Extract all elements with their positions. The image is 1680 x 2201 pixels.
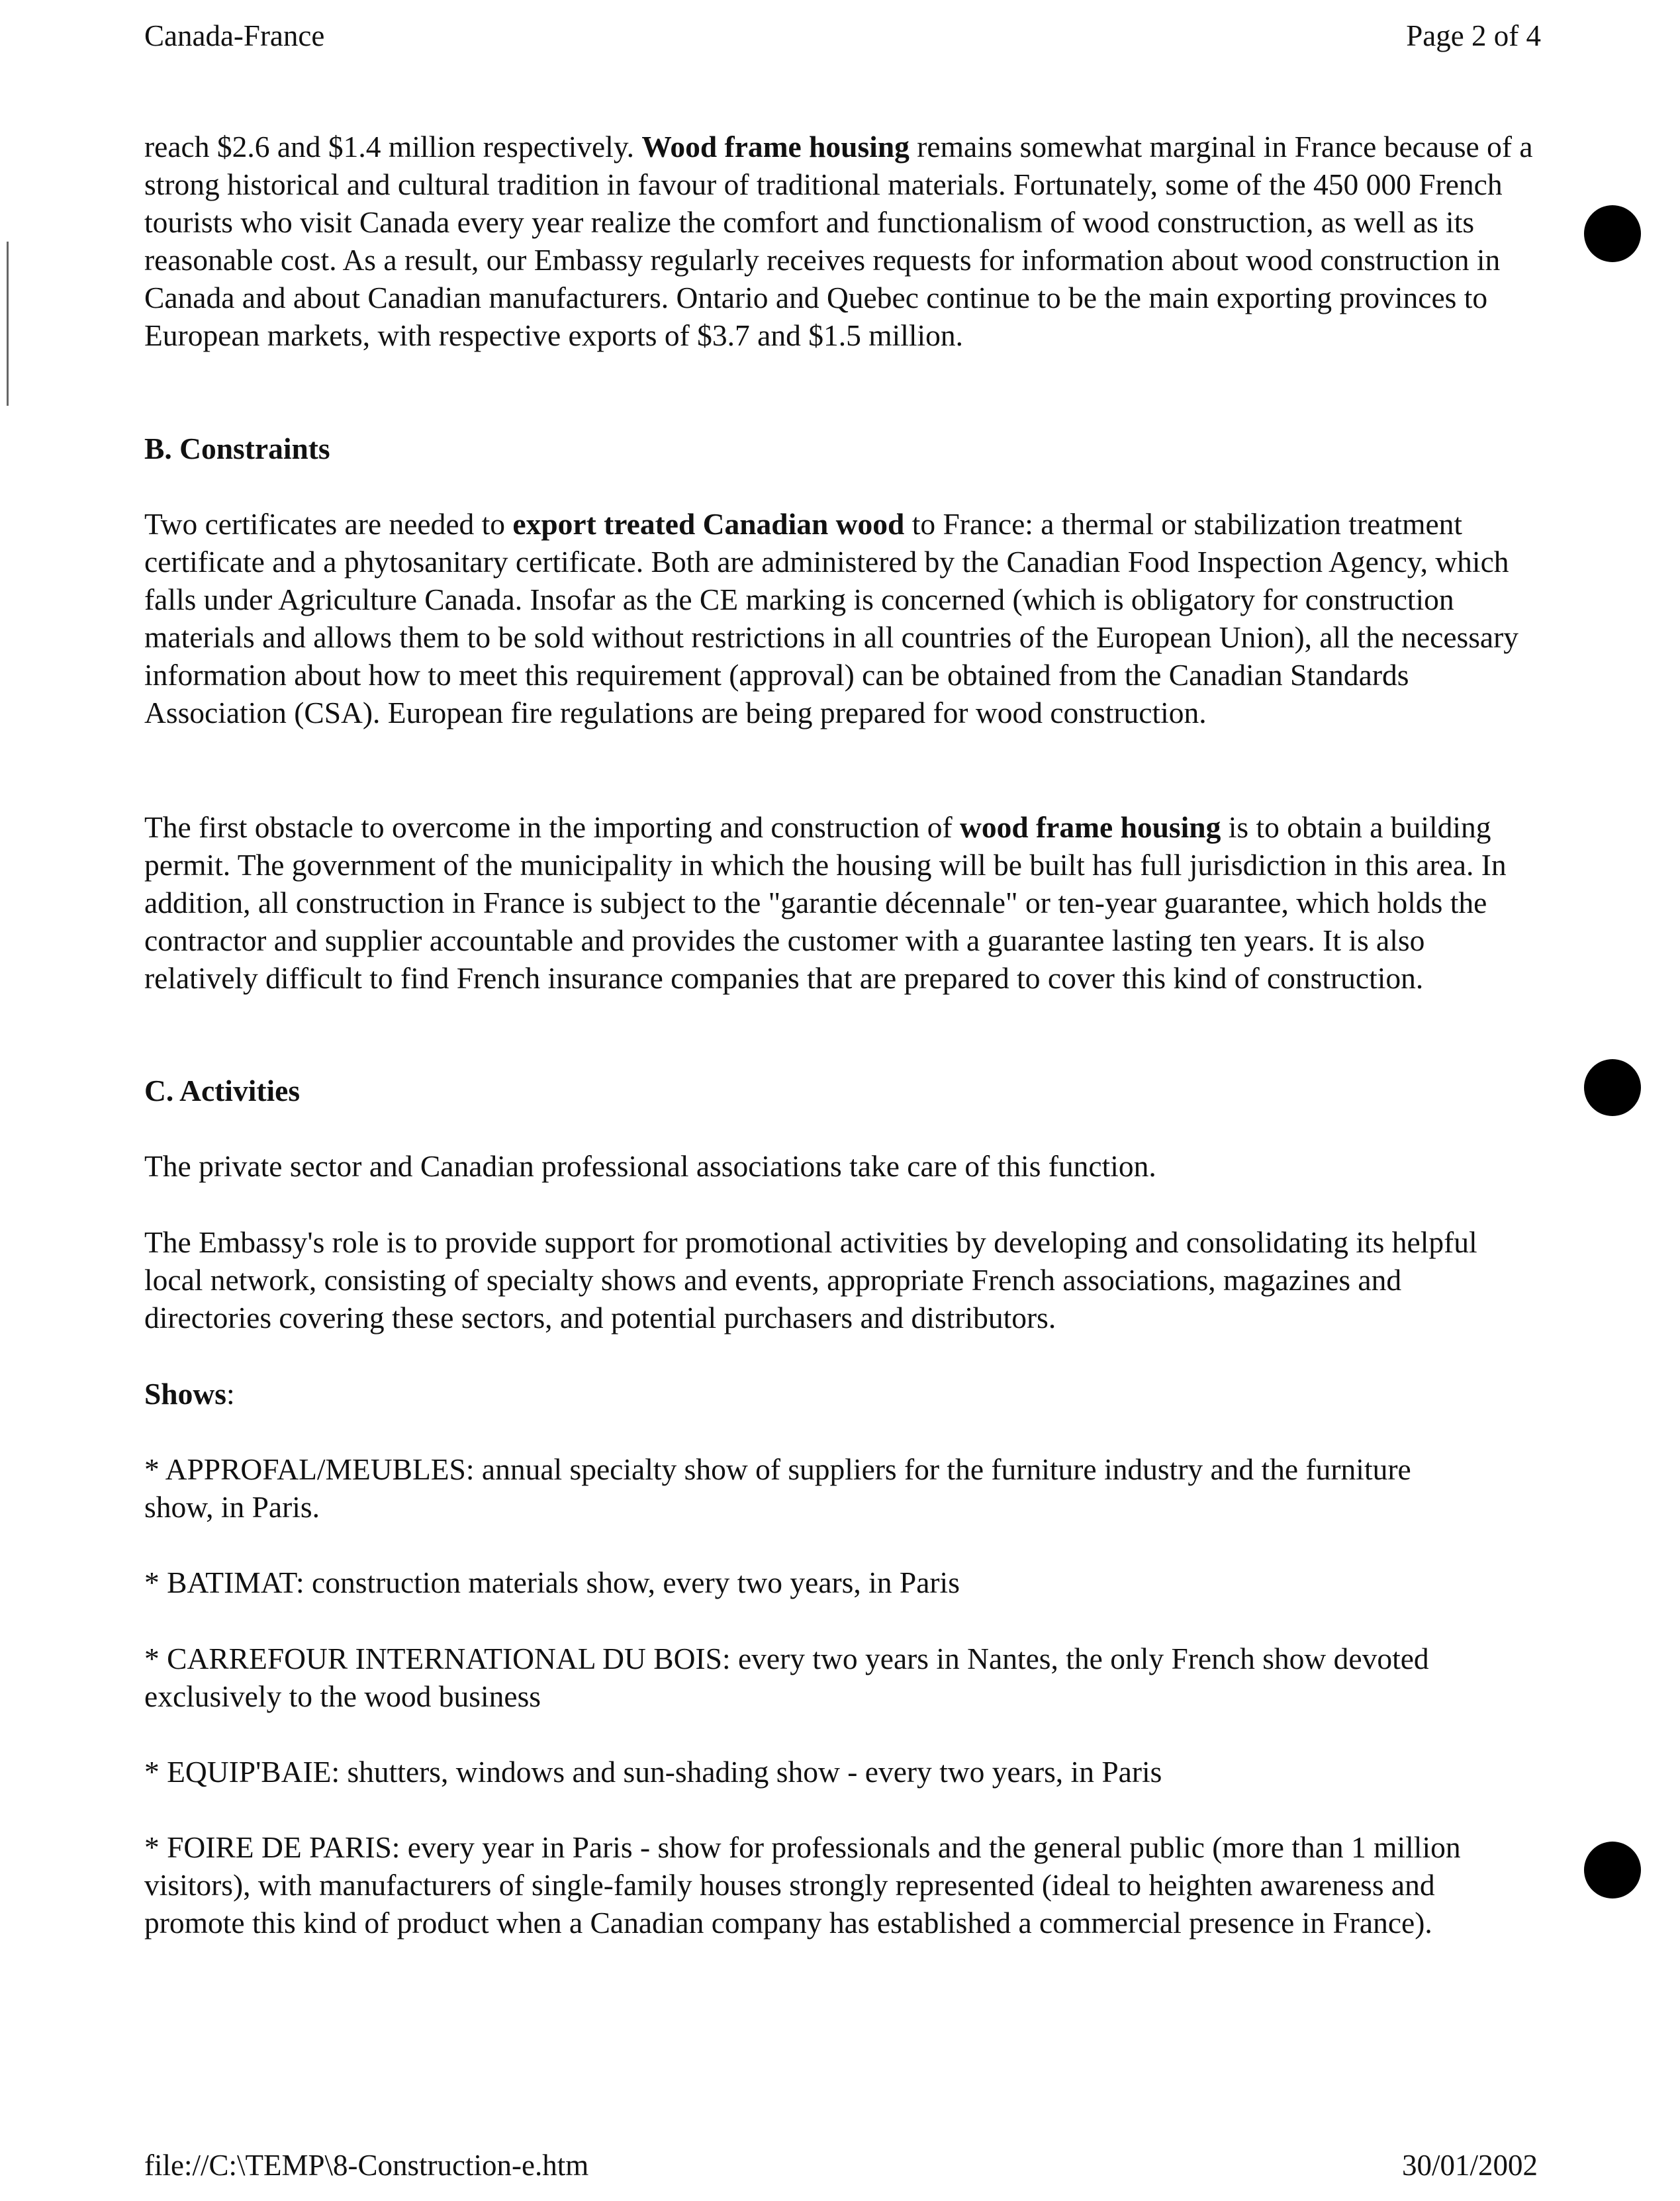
section-c-paragraph-2: The Embassy's role is to provide support for promotional activities by developing and consolidating its helpful local network, consisting of specialty shows and events, appropriate French associations, magazines and directories covering these sectors, and potential purchasers and distributors. xyxy=(144,1225,1477,1335)
scan-margin-line xyxy=(7,242,9,406)
header-title: Canada-France xyxy=(144,19,325,52)
section-b-heading: B. Constraints xyxy=(144,432,330,465)
section-b-paragraph-1 xyxy=(144,505,1534,731)
show-item-batimat: * BATIMAT: construction materials show, every two years, in Paris xyxy=(144,1566,960,1599)
shows-heading xyxy=(144,1375,1548,1413)
intro-bold-1: Wood frame housing xyxy=(641,130,910,164)
section-b-p1-bold: export treated Canadian wood xyxy=(512,507,905,541)
intro-text-2: remains somewhat marginal in France because of a strong historical and cultural tradition in favour of traditional materials. Fortunately, some of the 450 000 French tourists who visit Canada every year realize the comfort and functionalism of wood construction, as well as its reasonable cost. As a result, our Embassy regularly receives requests for information about wood construction in Canada and about Canadian manufacturers. Ontario and Quebec continue to be the main exporting provinces to European markets, with respective exports of $3.7 and $1.5 million. xyxy=(144,130,1533,352)
section-b-p2-text-2: is to obtain a building permit. The government of the municipality in which the housing will be built has full jurisdiction in this area. In addition, all construction in France is subject to the "garantie décennale" or ten-year guarantee, which holds the contractor and supplier accountable and provides the customer with a guarantee lasting ten years. It is also relatively difficult to find French insurance companies that are prepared to cover this kind of construction. xyxy=(144,810,1507,995)
section-c-heading: C. Activities xyxy=(144,1074,301,1107)
section-b-p2-bold: wood frame housing xyxy=(959,810,1221,844)
punch-hole-top xyxy=(1584,205,1641,262)
show-item-approfal: * APPROFAL/MEUBLES: annual specialty show of suppliers for the furniture industry and the furniture show, in Paris. xyxy=(144,1452,1411,1524)
punch-hole-middle xyxy=(1584,1059,1641,1116)
section-b-p1-text-2: to France: a thermal or stabilization treatment certificate and a phytosanitary certificate. Both are administered by the Canadian Food Inspection Agency, which falls under Agriculture Canada. Insofar as the CE marking is concerned (which is obligatory for construction materials and allows them to be sold without restrictions in all countries of the European Union), all the necessary information about how to meet this requirement (approval) can be obtained from the Canadian Standards Association (CSA). European fire regulations are being prepared for wood construction. xyxy=(144,507,1519,729)
intro-paragraph xyxy=(144,128,1542,354)
section-c-paragraph-1: The private sector and Canadian professional associations take care of this function. xyxy=(144,1149,1156,1183)
shows-heading-label: Shows xyxy=(144,1377,226,1411)
show-item-equipbaie: * EQUIP'BAIE: shutters, windows and sun-shading show - every two years, in Paris xyxy=(144,1755,1162,1789)
section-b-paragraph-2 xyxy=(144,808,1541,997)
punch-hole-bottom xyxy=(1584,1842,1641,1898)
section-b-p1-text-1: Two certificates are needed to xyxy=(144,507,513,541)
page-number: Page 2 of 4 xyxy=(1406,19,1541,52)
footer-date: 30/01/2002 xyxy=(1401,2149,1538,2182)
show-item-foire-de-paris: * FOIRE DE PARIS: every year in Paris - show for professionals and the general public (more than 1 million visitors), with manufacturers of single-family houses strongly represented (ideal to heighten awareness and promote this kind of product when a Canadian company has established a commercial presence in France). xyxy=(144,1830,1461,1940)
shows-heading-colon: : xyxy=(226,1377,235,1411)
footer-file-path: file://C:\TEMP\8-Construction-e.htm xyxy=(144,2149,589,2182)
section-b-p2-text-1: The first obstacle to overcome in the importing and construction of xyxy=(144,810,960,844)
intro-text-1: reach $2.6 and $1.4 million respectively. xyxy=(144,130,642,164)
show-item-carrefour: * CARREFOUR INTERNATIONAL DU BOIS: every two years in Nantes, the only French show devoted exclusively to the wood business xyxy=(144,1642,1429,1713)
